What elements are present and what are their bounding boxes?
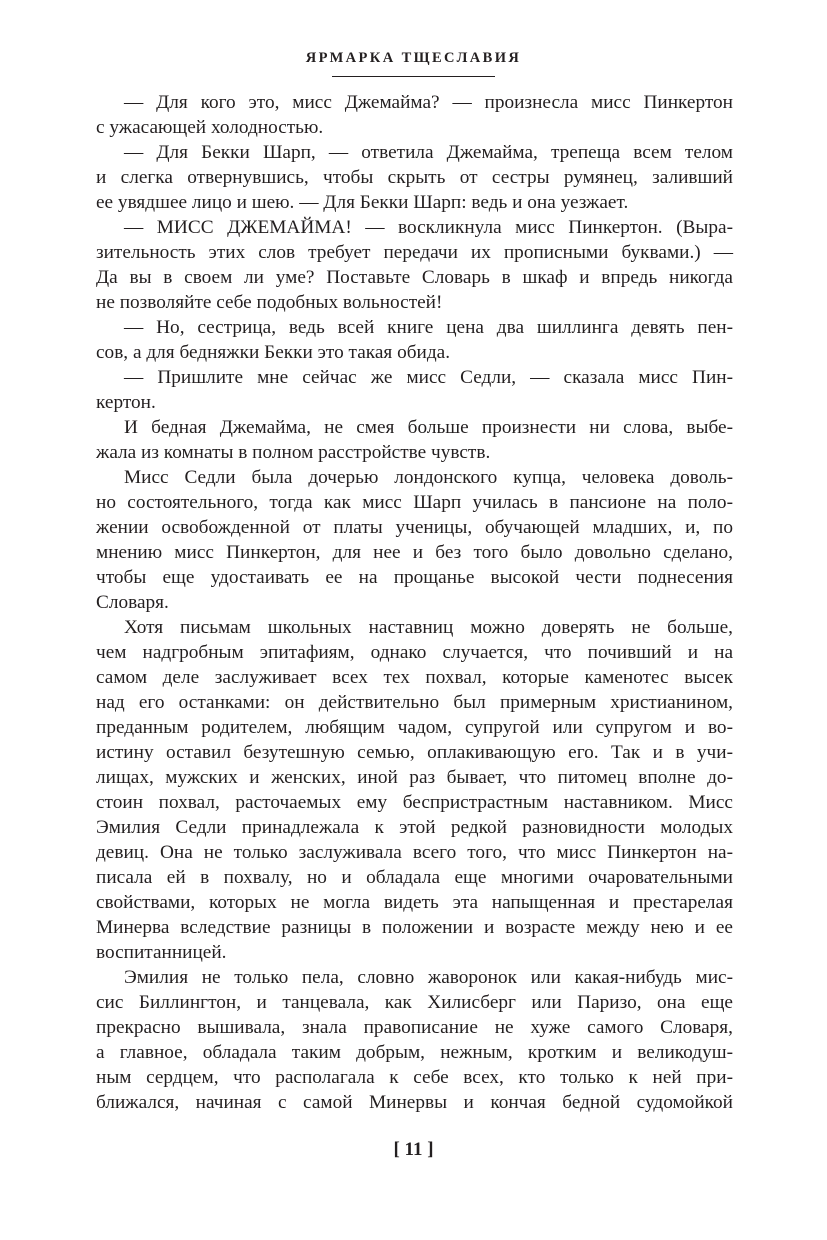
text-line: воспитанницей. [96, 942, 227, 963]
text-line: жении освобожденной от платы ученицы, обучающей младших, и, по [96, 517, 733, 538]
paragraph [96, 315, 733, 365]
text-line: сов, а для бедняжки Бекки это такая обида. [96, 342, 451, 363]
paragraph [96, 615, 733, 965]
paragraph [96, 140, 733, 215]
text-line: Мисс Седли была дочерью лондонского купца, человека доволь- [124, 467, 733, 488]
paragraph [96, 365, 733, 415]
text-line: мнению мисс Пинкертон, для нее и без того было довольно сделано, [96, 542, 733, 563]
text-line: Словаря. [96, 592, 169, 613]
text-line: ближался, начиная с самой Минервы и кончая бедной судомойкой [96, 1092, 733, 1113]
running-head-rule [332, 76, 495, 77]
text-line: кертон. [96, 392, 156, 413]
text-line: стоин похвал, расточаемых ему беспристрастным наставником. Мисс [96, 792, 733, 813]
text-line: — Для кого это, мисс Джемайма? — произнесла мисс Пинкертон [124, 92, 733, 113]
text-line: с ужасающей холодностью. [96, 117, 324, 138]
text-line: преданным родителем, любящим чадом, супругой или супругом и во- [96, 717, 733, 738]
text-line: истину оставил безутешную семью, оплакивающую его. Так и в учи- [96, 742, 733, 763]
text-line: зительность этих слов требует передачи их прописными буквами.) — [96, 242, 733, 263]
body-text [96, 90, 733, 1115]
text-line: — МИСС ДЖЕМАЙМА! — воскликнула мисс Пинкертон. (Выра- [124, 217, 733, 238]
text-line: И бедная Джемайма, не смея больше произнести ни слова, выбе- [124, 417, 733, 438]
text-line: девиц. Она не только заслуживала всего того, что мисс Пинкертон на- [96, 842, 733, 863]
text-line: жала из комнаты в полном расстройстве чувств. [96, 442, 491, 463]
text-line: ее увядшее лицо и шею. — Для Бекки Шарп: ведь и она уезжает. [96, 192, 629, 213]
text-line: прекрасно вышивала, знала правописание не хуже самого Словаря, [96, 1017, 733, 1038]
text-line: — Но, сестрица, ведь всей книге цена два шиллинга девять пен- [124, 317, 733, 338]
page-number: [ 11 ] [393, 1139, 434, 1160]
text-line: самом деле заслуживает всех тех похвал, которые каменотес высек [96, 667, 733, 688]
paragraph [96, 215, 733, 315]
paragraph [96, 965, 733, 1115]
text-line: писала ей в похвалу, но и обладала еще многими очаровательными [96, 867, 733, 888]
text-line: но состоятельного, тогда как мисс Шарп училась в пансионе на поло- [96, 492, 733, 513]
text-line: свойствами, которых не могла видеть эта напыщенная и престарелая [96, 892, 733, 913]
text-line: не позволяйте себе подобных вольностей! [96, 292, 443, 313]
text-line: чем надгробным эпитафиям, однако случается, что почивший и на [96, 642, 733, 663]
text-line: — Пришлите мне сейчас же мисс Седли, — сказала мисс Пин- [124, 367, 733, 388]
paragraph [96, 90, 733, 140]
paragraph [96, 415, 733, 465]
text-line: Эмилия не только пела, словно жаворонок или какая-нибудь мис- [124, 967, 733, 988]
text-line: — Для Бекки Шарп, — ответила Джемайма, трепеща всем телом [124, 142, 733, 163]
text-line: и слегка отвернувшись, чтобы скрыть от сестры румянец, заливший [96, 167, 733, 188]
text-line: чтобы еще удостаивать ее на прощанье высокой чести поднесения [96, 567, 733, 588]
text-line: сис Биллингтон, и танцевала, как Хилисберг или Паризо, она еще [96, 992, 733, 1013]
text-line: Хотя письмам школьных наставниц можно доверять не больше, [124, 617, 733, 638]
text-line: а главное, обладала таким добрым, нежным, кротким и великодуш- [96, 1042, 733, 1063]
text-line: над его останками: он действительно был примерным христианином, [96, 692, 733, 713]
text-line: лищах, мужских и женских, иной раз бывает, что питомец вполне до- [96, 767, 733, 788]
text-line: Да вы в своем ли уме? Поставьте Словарь в шкаф и впредь никогда [96, 267, 733, 288]
text-line: ным сердцем, что располагала к себе всех, кто только к ней при- [96, 1067, 733, 1088]
text-line: Минерва вследствие разницы в положении и возрасте между нею и ее [96, 917, 733, 938]
paragraph [96, 465, 733, 615]
text-line: Эмилия Седли принадлежала к этой редкой разновидности молодых [96, 817, 733, 838]
running-head: ЯРМАРКА ТЩЕСЛАВИЯ [305, 50, 522, 66]
